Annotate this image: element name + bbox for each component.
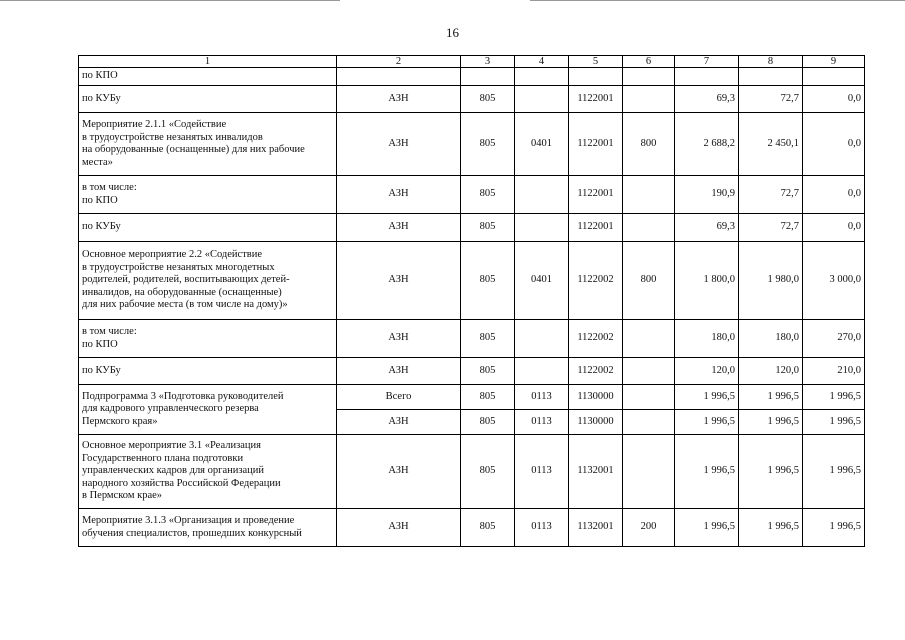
value-cell-col7: 190,9 xyxy=(675,176,739,214)
row-name-cell: Подпрограмма 3 «Подготовка руководителей для кадрового управленческого резерва Пермского края» xyxy=(79,385,337,435)
row-name-cell: Мероприятие 3.1.3 «Организация и проведение обучения специалистов, прошедших конкурсный xyxy=(79,509,337,547)
rzpr-cell xyxy=(515,176,569,214)
column-header: 4 xyxy=(515,56,569,68)
column-header: 3 xyxy=(461,56,515,68)
column-header: 5 xyxy=(569,56,623,68)
rzpr-cell xyxy=(515,214,569,242)
vr-cell xyxy=(623,320,675,358)
value-cell-col7: 1 996,5 xyxy=(675,509,739,547)
kvsr-cell: 805 xyxy=(461,176,515,214)
row-name-cell: Основное мероприятие 3.1 «Реализация Государственного плана подготовки управленческих кадров для организаций народного хозяйства Российской Федерации в Пермском крае» xyxy=(79,435,337,509)
value-cell-col8: 72,7 xyxy=(739,176,803,214)
vr-cell xyxy=(623,214,675,242)
rzpr-cell xyxy=(515,68,569,86)
row-name-cell: по КПО xyxy=(79,68,337,86)
scan-edge-left xyxy=(0,0,340,1)
csr-cell: 1130000 xyxy=(569,410,623,435)
row-name-cell: Мероприятие 2.1.1 «Содействие в трудоустройстве незанятых инвалидов на оборудованные (оснащенные) для них рабочие места» xyxy=(79,113,337,176)
table-row xyxy=(79,320,865,358)
value-cell-col7: 1 996,5 xyxy=(675,410,739,435)
value-cell-col7: 69,3 xyxy=(675,86,739,113)
value-cell-col9: 1 996,5 xyxy=(803,410,865,435)
vr-cell xyxy=(623,385,675,410)
csr-cell: 1132001 xyxy=(569,509,623,547)
row-name-cell: в том числе: по КПО xyxy=(79,320,337,358)
value-cell-col9: 270,0 xyxy=(803,320,865,358)
scan-edge-right xyxy=(530,0,905,1)
table-row xyxy=(79,68,865,86)
csr-cell: 1130000 xyxy=(569,385,623,410)
column-header: 1 xyxy=(79,56,337,68)
kvsr-cell: 805 xyxy=(461,509,515,547)
value-cell-col7 xyxy=(675,68,739,86)
vr-cell: 800 xyxy=(623,113,675,176)
admin-cell: АЗН xyxy=(337,113,461,176)
kvsr-cell: 805 xyxy=(461,113,515,176)
table-row xyxy=(79,176,865,214)
vr-cell xyxy=(623,358,675,385)
value-cell-col7: 1 996,5 xyxy=(675,435,739,509)
kvsr-cell: 805 xyxy=(461,410,515,435)
value-cell-col8: 72,7 xyxy=(739,86,803,113)
column-header: 8 xyxy=(739,56,803,68)
value-cell-col7: 120,0 xyxy=(675,358,739,385)
value-cell-col9: 1 996,5 xyxy=(803,385,865,410)
table-body xyxy=(79,68,865,547)
vr-cell xyxy=(623,410,675,435)
kvsr-cell: 805 xyxy=(461,385,515,410)
admin-cell: АЗН xyxy=(337,242,461,320)
rzpr-cell xyxy=(515,320,569,358)
admin-cell: АЗН xyxy=(337,320,461,358)
table-row xyxy=(79,113,865,176)
value-cell-col8: 1 996,5 xyxy=(739,385,803,410)
column-header: 6 xyxy=(623,56,675,68)
kvsr-cell: 805 xyxy=(461,358,515,385)
table-row xyxy=(79,385,865,410)
value-cell-col8: 1 996,5 xyxy=(739,509,803,547)
rzpr-cell: 0113 xyxy=(515,385,569,410)
rzpr-cell: 0401 xyxy=(515,113,569,176)
row-name-cell: по КУБу xyxy=(79,358,337,385)
row-name-cell: по КУБу xyxy=(79,86,337,113)
value-cell-col7: 1 800,0 xyxy=(675,242,739,320)
admin-cell: Всего xyxy=(337,385,461,410)
row-name-cell: Основное мероприятие 2.2 «Содействие в трудоустройстве незанятых многодетных родителей, родителей, воспитывающих детей- инвалидов, на оборудованные (оснащенные) для них рабочие места (в том числе на дому)» xyxy=(79,242,337,320)
csr-cell: 1122002 xyxy=(569,320,623,358)
kvsr-cell: 805 xyxy=(461,320,515,358)
value-cell-col9: 0,0 xyxy=(803,214,865,242)
value-cell-col9: 0,0 xyxy=(803,176,865,214)
csr-cell: 1122002 xyxy=(569,358,623,385)
vr-cell xyxy=(623,86,675,113)
kvsr-cell xyxy=(461,68,515,86)
rzpr-cell: 0113 xyxy=(515,410,569,435)
value-cell-col7: 2 688,2 xyxy=(675,113,739,176)
table-row xyxy=(79,214,865,242)
value-cell-col7: 69,3 xyxy=(675,214,739,242)
budget-table xyxy=(78,55,865,547)
row-name-cell: по КУБу xyxy=(79,214,337,242)
admin-cell: АЗН xyxy=(337,410,461,435)
csr-cell: 1132001 xyxy=(569,435,623,509)
table-row xyxy=(79,242,865,320)
kvsr-cell: 805 xyxy=(461,435,515,509)
page-number: 16 xyxy=(446,25,459,40)
value-cell-col8 xyxy=(739,68,803,86)
admin-cell: АЗН xyxy=(337,435,461,509)
rzpr-cell: 0113 xyxy=(515,509,569,547)
value-cell-col9: 3 000,0 xyxy=(803,242,865,320)
admin-cell: АЗН xyxy=(337,86,461,113)
csr-cell: 1122001 xyxy=(569,86,623,113)
column-header: 7 xyxy=(675,56,739,68)
csr-cell: 1122001 xyxy=(569,176,623,214)
csr-cell xyxy=(569,68,623,86)
value-cell-col8: 2 450,1 xyxy=(739,113,803,176)
csr-cell: 1122002 xyxy=(569,242,623,320)
column-header: 2 xyxy=(337,56,461,68)
value-cell-col9: 1 996,5 xyxy=(803,435,865,509)
table-row xyxy=(79,86,865,113)
vr-cell xyxy=(623,68,675,86)
kvsr-cell: 805 xyxy=(461,214,515,242)
column-numbers-row xyxy=(79,56,865,68)
admin-cell: АЗН xyxy=(337,214,461,242)
value-cell-col8: 1 996,5 xyxy=(739,435,803,509)
value-cell-col9: 210,0 xyxy=(803,358,865,385)
value-cell-col7: 180,0 xyxy=(675,320,739,358)
rzpr-cell xyxy=(515,358,569,385)
vr-cell: 800 xyxy=(623,242,675,320)
value-cell-col9: 0,0 xyxy=(803,86,865,113)
kvsr-cell: 805 xyxy=(461,242,515,320)
value-cell-col9 xyxy=(803,68,865,86)
vr-cell xyxy=(623,435,675,509)
value-cell-col8: 180,0 xyxy=(739,320,803,358)
column-header: 9 xyxy=(803,56,865,68)
admin-cell xyxy=(337,68,461,86)
kvsr-cell: 805 xyxy=(461,86,515,113)
admin-cell: АЗН xyxy=(337,509,461,547)
value-cell-col9: 1 996,5 xyxy=(803,509,865,547)
admin-cell: АЗН xyxy=(337,176,461,214)
csr-cell: 1122001 xyxy=(569,113,623,176)
rzpr-cell: 0113 xyxy=(515,435,569,509)
row-name-cell: в том числе: по КПО xyxy=(79,176,337,214)
table-row xyxy=(79,435,865,509)
value-cell-col8: 72,7 xyxy=(739,214,803,242)
value-cell-col8: 120,0 xyxy=(739,358,803,385)
csr-cell: 1122001 xyxy=(569,214,623,242)
value-cell-col8: 1 996,5 xyxy=(739,410,803,435)
rzpr-cell: 0401 xyxy=(515,242,569,320)
admin-cell: АЗН xyxy=(337,358,461,385)
rzpr-cell xyxy=(515,86,569,113)
value-cell-col9: 0,0 xyxy=(803,113,865,176)
value-cell-col8: 1 980,0 xyxy=(739,242,803,320)
vr-cell xyxy=(623,176,675,214)
value-cell-col7: 1 996,5 xyxy=(675,385,739,410)
vr-cell: 200 xyxy=(623,509,675,547)
table-row xyxy=(79,509,865,547)
table-row xyxy=(79,358,865,385)
